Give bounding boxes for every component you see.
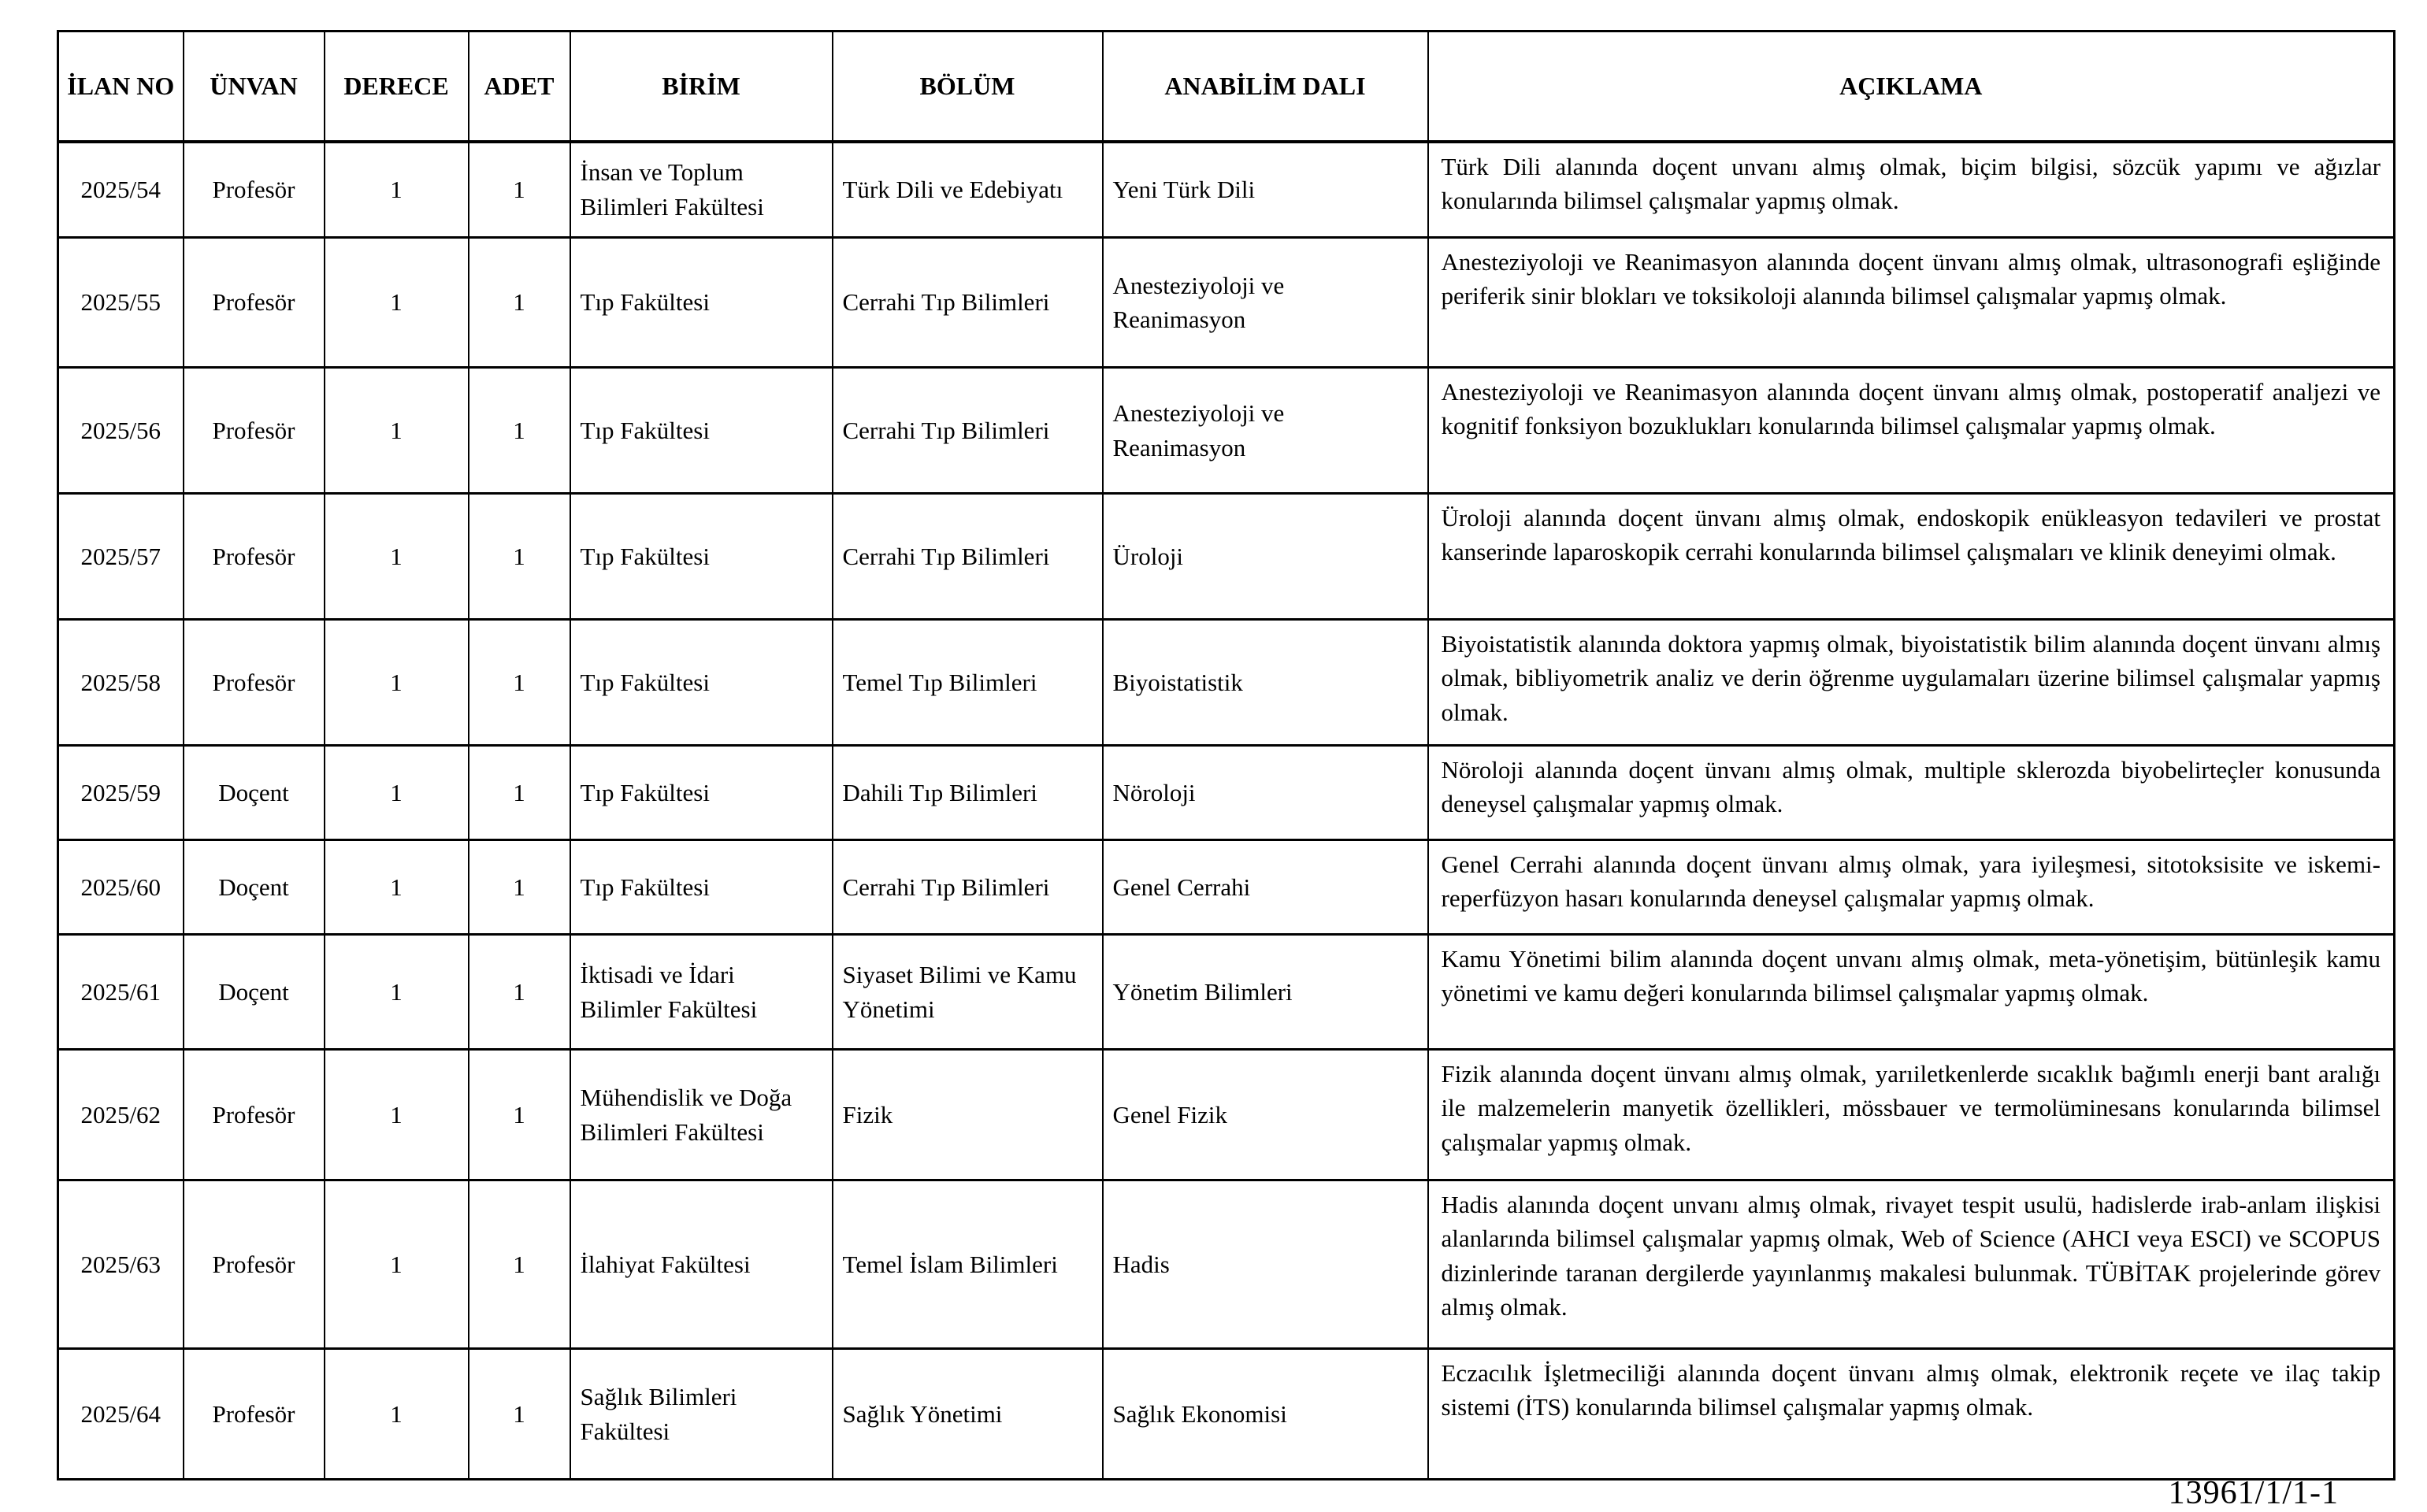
cell-aciklama: Türk Dili alanında doçent unvanı almış olmak, biçim bilgisi, sözcük yapımı ve ağızlar konularında bilimsel çalışmalar yapmış olmak. bbox=[1428, 142, 2395, 238]
cell-anabilim_dali: Genel Cerrahi bbox=[1103, 840, 1428, 935]
cell-aciklama: Nöroloji alanında doçent ünvanı almış olmak, multiple sklerozda biyobelirteçler konusunda deneysel çalışmalar yapmış olmak. bbox=[1428, 746, 2395, 840]
header-row bbox=[58, 32, 2395, 142]
cell-birim: Tıp Fakültesi bbox=[570, 494, 833, 620]
cell-bolum: Cerrahi Tıp Bilimleri bbox=[833, 368, 1103, 494]
cell-anabilim_dali: Genel Fizik bbox=[1103, 1050, 1428, 1180]
cell-unvan: Profesör bbox=[184, 1050, 325, 1180]
cell-unvan: Profesör bbox=[184, 494, 325, 620]
cell-anabilim_dali: Hadis bbox=[1103, 1180, 1428, 1349]
cell-birim: İlahiyat Fakültesi bbox=[570, 1180, 833, 1349]
column-header-anabilim_dali: ANABİLİM DALI bbox=[1103, 32, 1428, 142]
table-row bbox=[58, 238, 2395, 368]
cell-derece: 1 bbox=[325, 620, 469, 746]
cell-birim: İktisadi ve İdari Bilimler Fakültesi bbox=[570, 935, 833, 1050]
cell-adet: 1 bbox=[469, 620, 570, 746]
table-row bbox=[58, 368, 2395, 494]
column-header-adet: ADET bbox=[469, 32, 570, 142]
cell-adet: 1 bbox=[469, 368, 570, 494]
cell-adet: 1 bbox=[469, 142, 570, 238]
cell-ilan_no: 2025/54 bbox=[58, 142, 184, 238]
column-header-aciklama: AÇIKLAMA bbox=[1428, 32, 2395, 142]
column-header-bolum: BÖLÜM bbox=[833, 32, 1103, 142]
cell-aciklama: Anesteziyoloji ve Reanimasyon alanında doçent ünvanı almış olmak, postoperatif analjezi ve kognitif fonksiyon bozuklukları konularında bilimsel çalışmalar yapmış olmak. bbox=[1428, 368, 2395, 494]
cell-birim: Tıp Fakültesi bbox=[570, 238, 833, 368]
cell-ilan_no: 2025/61 bbox=[58, 935, 184, 1050]
cell-birim: Tıp Fakültesi bbox=[570, 368, 833, 494]
cell-aciklama: Üroloji alanında doçent ünvanı almış olmak, endoskopik enükleasyon tedavileri ve prostat kanserinde laparoskopik cerrahi konularında bilimsel çalışmaları ve klinik deneyimi olmak. bbox=[1428, 494, 2395, 620]
cell-derece: 1 bbox=[325, 142, 469, 238]
cell-adet: 1 bbox=[469, 1050, 570, 1180]
cell-aciklama: Kamu Yönetimi bilim alanında doçent unvanı almış olmak, meta-yönetişim, bütünleşik kamu yönetimi ve kamu değeri konularında bilimsel çalışmalar yapmış olmak. bbox=[1428, 935, 2395, 1050]
cell-unvan: Doçent bbox=[184, 935, 325, 1050]
cell-bolum: Cerrahi Tıp Bilimleri bbox=[833, 840, 1103, 935]
table-row bbox=[58, 746, 2395, 840]
cell-anabilim_dali: Biyoistatistik bbox=[1103, 620, 1428, 746]
cell-adet: 1 bbox=[469, 1180, 570, 1349]
cell-derece: 1 bbox=[325, 746, 469, 840]
cell-unvan: Profesör bbox=[184, 1180, 325, 1349]
cell-adet: 1 bbox=[469, 746, 570, 840]
cell-birim: Tıp Fakültesi bbox=[570, 746, 833, 840]
cell-anabilim_dali: Anesteziyoloji ve Reanimasyon bbox=[1103, 368, 1428, 494]
cell-aciklama: Biyoistatistik alanında doktora yapmış olmak, biyoistatistik bilim alanında doçent ünvanı almış olmak, bibliyometrik analiz ve derin öğrenme uygulamaları üzerine bilimsel çalışmalar yapmış olmak. bbox=[1428, 620, 2395, 746]
cell-derece: 1 bbox=[325, 1180, 469, 1349]
cell-bolum: Fizik bbox=[833, 1050, 1103, 1180]
column-header-unvan: ÜNVAN bbox=[184, 32, 325, 142]
cell-bolum: Temel İslam Bilimleri bbox=[833, 1180, 1103, 1349]
table-row bbox=[58, 1349, 2395, 1480]
cell-ilan_no: 2025/59 bbox=[58, 746, 184, 840]
cell-bolum: Sağlık Yönetimi bbox=[833, 1349, 1103, 1480]
cell-bolum: Cerrahi Tıp Bilimleri bbox=[833, 494, 1103, 620]
table-row bbox=[58, 494, 2395, 620]
table-row bbox=[58, 1180, 2395, 1349]
cell-unvan: Profesör bbox=[184, 142, 325, 238]
cell-birim: İnsan ve Toplum Bilimleri Fakültesi bbox=[570, 142, 833, 238]
cell-adet: 1 bbox=[469, 1349, 570, 1480]
cell-birim: Mühendislik ve Doğa Bilimleri Fakültesi bbox=[570, 1050, 833, 1180]
cell-adet: 1 bbox=[469, 935, 570, 1050]
cell-aciklama: Fizik alanında doçent ünvanı almış olmak, yarıiletkenlerde sıcaklık bağımlı enerji bant aralığı ile malzemelerin manyetik özellikleri, mössbauer ve termolüminesans konularında bilimsel çalışmalar yapmış olmak. bbox=[1428, 1050, 2395, 1180]
cell-bolum: Temel Tıp Bilimleri bbox=[833, 620, 1103, 746]
cell-unvan: Profesör bbox=[184, 368, 325, 494]
cell-anabilim_dali: Sağlık Ekonomisi bbox=[1103, 1349, 1428, 1480]
vacancy-table bbox=[57, 30, 2395, 1480]
cell-ilan_no: 2025/58 bbox=[58, 620, 184, 746]
cell-derece: 1 bbox=[325, 1050, 469, 1180]
cell-birim: Tıp Fakültesi bbox=[570, 620, 833, 746]
cell-adet: 1 bbox=[469, 840, 570, 935]
column-header-ilan_no: İLAN NO bbox=[58, 32, 184, 142]
cell-ilan_no: 2025/64 bbox=[58, 1349, 184, 1480]
table-row bbox=[58, 840, 2395, 935]
cell-bolum: Dahili Tıp Bilimleri bbox=[833, 746, 1103, 840]
table-row bbox=[58, 935, 2395, 1050]
cell-ilan_no: 2025/62 bbox=[58, 1050, 184, 1180]
column-header-derece: DERECE bbox=[325, 32, 469, 142]
column-header-birim: BİRİM bbox=[570, 32, 833, 142]
cell-ilan_no: 2025/55 bbox=[58, 238, 184, 368]
table-header bbox=[58, 32, 2395, 142]
cell-ilan_no: 2025/57 bbox=[58, 494, 184, 620]
cell-anabilim_dali: Üroloji bbox=[1103, 494, 1428, 620]
cell-derece: 1 bbox=[325, 1349, 469, 1480]
cell-birim: Tıp Fakültesi bbox=[570, 840, 833, 935]
cell-ilan_no: 2025/56 bbox=[58, 368, 184, 494]
cell-anabilim_dali: Anesteziyoloji ve Reanimasyon bbox=[1103, 238, 1428, 368]
cell-adet: 1 bbox=[469, 494, 570, 620]
cell-unvan: Profesör bbox=[184, 620, 325, 746]
cell-anabilim_dali: Yeni Türk Dili bbox=[1103, 142, 1428, 238]
footer-reference: 13961/1/1-1 bbox=[2168, 1475, 2339, 1511]
cell-unvan: Profesör bbox=[184, 238, 325, 368]
cell-anabilim_dali: Yönetim Bilimleri bbox=[1103, 935, 1428, 1050]
table-row bbox=[58, 620, 2395, 746]
cell-derece: 1 bbox=[325, 494, 469, 620]
cell-bolum: Siyaset Bilimi ve Kamu Yönetimi bbox=[833, 935, 1103, 1050]
cell-ilan_no: 2025/60 bbox=[58, 840, 184, 935]
cell-bolum: Cerrahi Tıp Bilimleri bbox=[833, 238, 1103, 368]
cell-birim: Sağlık Bilimleri Fakültesi bbox=[570, 1349, 833, 1480]
cell-derece: 1 bbox=[325, 238, 469, 368]
cell-aciklama: Hadis alanında doçent unvanı almış olmak, rivayet tespit usulü, hadislerde irab-anlam ilişkisi alanlarında bilimsel çalışmalar yapmış olmak, Web of Science (AHCI veya ESCI) ve SCOPUS dizinlerinde taranan dergilerde yayınlanmış makalesi bulunmak. TÜBİTAK projelerinde görev almış olmak. bbox=[1428, 1180, 2395, 1349]
table-row bbox=[58, 1050, 2395, 1180]
cell-bolum: Türk Dili ve Edebiyatı bbox=[833, 142, 1103, 238]
cell-unvan: Doçent bbox=[184, 746, 325, 840]
cell-derece: 1 bbox=[325, 840, 469, 935]
table-row bbox=[58, 142, 2395, 238]
cell-unvan: Profesör bbox=[184, 1349, 325, 1480]
cell-unvan: Doçent bbox=[184, 840, 325, 935]
cell-adet: 1 bbox=[469, 238, 570, 368]
cell-aciklama: Eczacılık İşletmeciliği alanında doçent ünvanı almış olmak, elektronik reçete ve ilaç takip sistemi (İTS) konularında bilimsel çalışmalar yapmış olmak. bbox=[1428, 1349, 2395, 1480]
table-body bbox=[58, 142, 2395, 1480]
cell-derece: 1 bbox=[325, 368, 469, 494]
cell-ilan_no: 2025/63 bbox=[58, 1180, 184, 1349]
cell-derece: 1 bbox=[325, 935, 469, 1050]
cell-aciklama: Genel Cerrahi alanında doçent ünvanı almış olmak, yara iyileşmesi, sitotoksisite ve iskemi-reperfüzyon hasarı konularında deneysel çalışmalar yapmış olmak. bbox=[1428, 840, 2395, 935]
cell-anabilim_dali: Nöroloji bbox=[1103, 746, 1428, 840]
cell-aciklama: Anesteziyoloji ve Reanimasyon alanında doçent ünvanı almış olmak, ultrasonografi eşliğinde periferik sinir blokları ve toksikoloji alanında bilimsel çalışmalar yapmış olmak. bbox=[1428, 238, 2395, 368]
